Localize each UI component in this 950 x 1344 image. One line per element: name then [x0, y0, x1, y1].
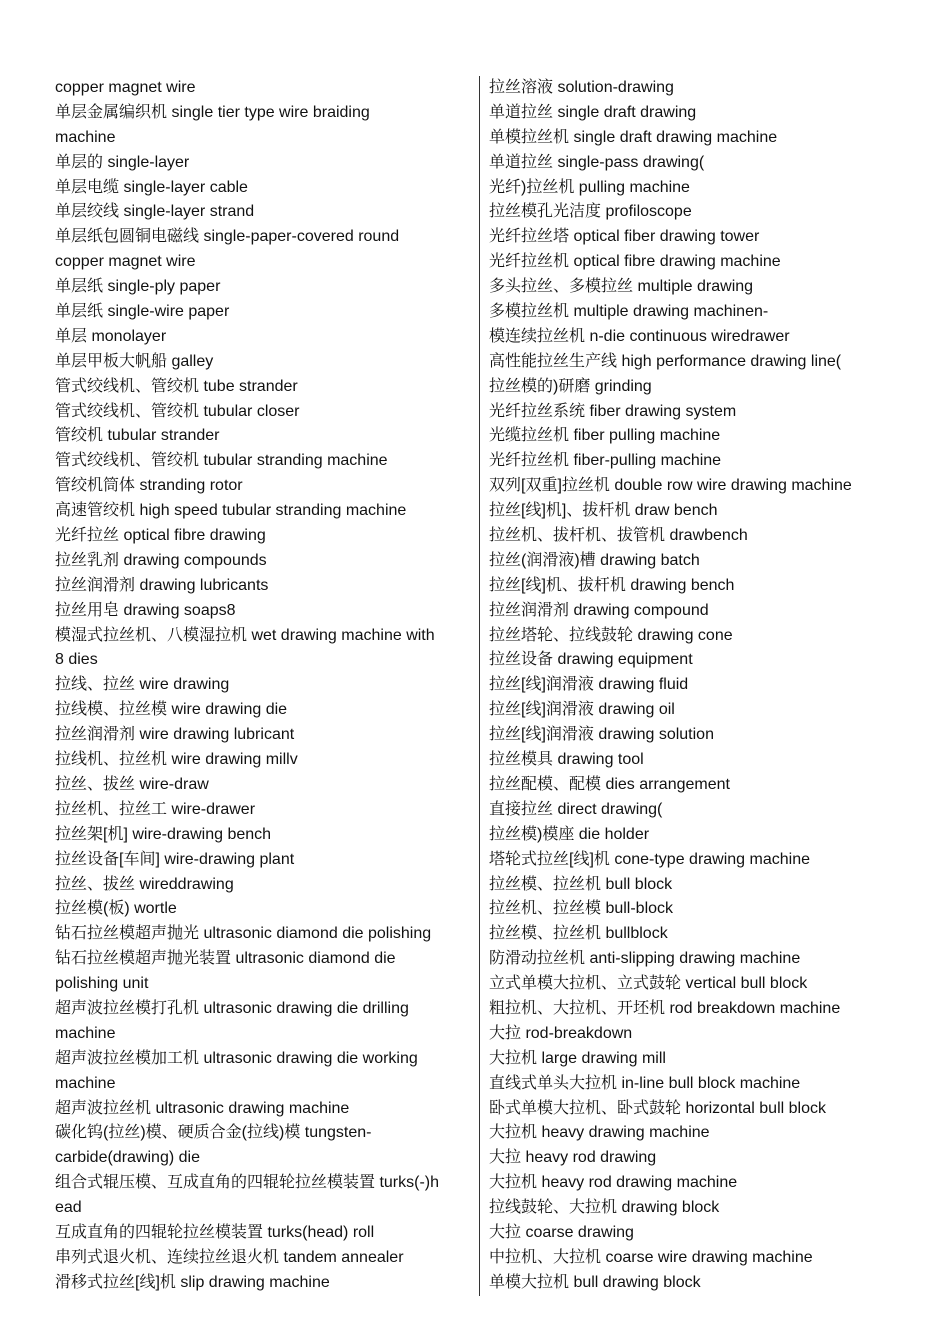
glossary-line: 单模拉丝机 single draft drawing machine [489, 128, 778, 146]
glossary-line: 立式单模大拉机、立式鼓轮 vertical bull block [489, 975, 808, 993]
glossary-line: 8 dies [55, 651, 98, 669]
glossary-line: 单层纸包圆铜电磁线 single-paper-covered round [55, 228, 400, 246]
glossary-line: 超声波拉丝机 ultrasonic drawing machine [55, 1099, 350, 1117]
glossary-line: ead [55, 1199, 82, 1217]
glossary-line: 大拉 coarse drawing [489, 1223, 634, 1241]
glossary-line: 钻石拉丝模超声抛光装置 ultrasonic diamond die [55, 950, 396, 968]
glossary-line: 拉丝模孔光洁度 profiloscope [489, 203, 692, 221]
glossary-line: 高速管绞机 high speed tubular stranding machine [55, 502, 407, 520]
glossary-line: 拉丝润滑剂 drawing lubricants [55, 576, 269, 594]
glossary-line: 拉线机、拉丝机 wire drawing millv [55, 751, 298, 769]
glossary-line: 超声波拉丝模打孔机 ultrasonic drawing die drilling [55, 999, 409, 1017]
glossary-line: 拉丝[线]机]、拔杆机 draw bench [489, 502, 718, 520]
glossary-line: 单层纸 single-ply paper [55, 278, 221, 296]
glossary-line: 单层金属编织机 single tier type wire braiding [55, 103, 370, 121]
glossary-line: 拉丝机、拉丝工 wire-drawer [55, 800, 256, 818]
glossary-line: 管式绞线机、管绞机 tube strander [55, 377, 298, 395]
glossary-line: 大拉机 heavy rod drawing machine [489, 1174, 738, 1192]
glossary-line: 单模大拉机 bull drawing block [489, 1273, 701, 1291]
glossary-line: 单层甲板大帆船 galley [55, 352, 214, 370]
glossary-line: 拉丝润滑剂 drawing compound [489, 601, 709, 619]
glossary-line: 高性能拉丝生产线 high performance drawing line( [489, 352, 842, 370]
glossary-line: 拉线、拉丝 wire drawing [55, 676, 230, 694]
glossary-line: 防滑动拉丝机 anti-slipping drawing machine [489, 950, 801, 968]
glossary-line: 拉丝润滑剂 wire drawing lubricant [55, 726, 295, 744]
glossary-line: 拉丝模、拉丝机 bull block [489, 875, 673, 893]
glossary-line: 拉丝、拔丝 wire-draw [55, 775, 209, 793]
glossary-line: 拉丝[线]机、拔杆机 drawing bench [489, 576, 735, 594]
glossary-line: 拉丝模)模座 die holder [489, 825, 650, 843]
glossary-line: 拉丝、拔丝 wireddrawing [55, 875, 234, 893]
glossary-line: 单层纸 single-wire paper [55, 303, 230, 321]
glossary-line: 钻石拉丝模超声抛光 ultrasonic diamond die polishing [55, 925, 432, 943]
glossary-line: 多模拉丝机 multiple drawing machinen- [489, 303, 769, 321]
glossary-line: machine [55, 1024, 116, 1042]
glossary-line: 拉丝机、拉丝模 bull-block [489, 900, 674, 918]
glossary-line: machine [55, 128, 116, 146]
glossary-line: 单层 monolayer [55, 327, 167, 345]
glossary-line: 超声波拉丝模加工机 ultrasonic drawing die working [55, 1049, 418, 1067]
glossary-line: 管绞机筒体 stranding rotor [55, 477, 243, 495]
right-column [489, 76, 909, 1296]
glossary-line: 拉丝配模、配模 dies arrangement [489, 775, 730, 793]
glossary-line: 多头拉丝、多模拉丝 multiple drawing [489, 278, 754, 296]
glossary-line: 拉丝(润滑液)槽 drawing batch [489, 551, 700, 569]
glossary-line: 拉丝机、拔杆机、拔管机 drawbench [489, 527, 748, 545]
glossary-line: 粗拉机、大拉机、开坯机 rod breakdown machine [489, 999, 841, 1017]
glossary-line: 拉丝架[机] wire-drawing bench [55, 825, 272, 843]
glossary-line: 拉丝[线]润滑液 drawing solution [489, 726, 714, 744]
glossary-line: 互成直角的四辊轮拉丝模装置 turks(head) roll [55, 1223, 375, 1241]
glossary-line: 串列式退火机、连续拉丝退火机 tandem annealer [55, 1248, 404, 1266]
glossary-line: machine [55, 1074, 116, 1092]
glossary-line: 光纤拉丝系统 fiber drawing system [489, 402, 737, 420]
glossary-line: copper magnet wire [55, 253, 196, 271]
glossary-line: 组合式辊压模、互成直角的四辊轮拉丝模装置 turks(-)h [55, 1174, 440, 1192]
glossary-line: 中拉机、大拉机 coarse wire drawing machine [489, 1248, 813, 1266]
glossary-line: 拉丝模(板) wortle [55, 900, 177, 918]
glossary-line: 大拉机 heavy drawing machine [489, 1124, 710, 1142]
glossary-line: carbide(drawing) die [55, 1149, 200, 1167]
glossary-line: 大拉 heavy rod drawing [489, 1149, 657, 1167]
glossary-line: 拉丝[线]润滑液 drawing fluid [489, 676, 689, 694]
glossary-line: 光纤拉丝机 optical fibre drawing machine [489, 253, 781, 271]
glossary-line: 直接拉丝 direct drawing( [489, 800, 663, 818]
glossary-line: 拉线模、拉丝模 wire drawing die [55, 701, 288, 719]
glossary-line: 卧式单模大拉机、卧式鼓轮 horizontal bull block [489, 1099, 826, 1117]
glossary-line: 光纤)拉丝机 pulling machine [489, 178, 690, 196]
glossary-line: 模湿式拉丝机、八模湿拉机 wet drawing machine with [55, 626, 435, 644]
glossary-line: 管式绞线机、管绞机 tubular stranding machine [55, 452, 388, 470]
glossary-line: 拉丝溶液 solution-drawing [489, 79, 674, 96]
glossary-line: 大拉机 large drawing mill [489, 1049, 666, 1067]
glossary-line: 直线式单头大拉机 in-line bull block machine [489, 1074, 801, 1092]
glossary-line: 单层电缆 single-layer cable [55, 178, 248, 196]
glossary-line: 模连续拉丝机 n-die continuous wiredrawer [489, 327, 790, 345]
glossary-line: 光纤拉丝机 fiber-pulling machine [489, 452, 722, 470]
glossary-line: 滑移式拉丝[线]机 slip drawing machine [55, 1273, 330, 1291]
glossary-line: 单层的 single-layer [55, 153, 190, 171]
glossary-line: 拉丝模的)研磨 grinding [489, 377, 652, 395]
glossary-line: 光纤拉丝塔 optical fiber drawing tower [489, 228, 760, 246]
glossary-line: 管绞机 tubular strander [55, 427, 220, 445]
glossary-line: 拉丝设备 drawing equipment [489, 651, 693, 669]
column-divider [479, 76, 480, 1296]
glossary-line: polishing unit [55, 975, 149, 993]
glossary-line: 单层绞线 single-layer strand [55, 203, 255, 221]
glossary-line: 拉丝乳剂 drawing compounds [55, 551, 267, 569]
glossary-line: 拉丝设备[车间] wire-drawing plant [55, 850, 295, 868]
glossary-line: 单道拉丝 single draft drawing [489, 103, 697, 121]
glossary-line: 管式绞线机、管绞机 tubular closer [55, 402, 300, 420]
glossary-line: 光缆拉丝机 fiber pulling machine [489, 427, 721, 445]
glossary-line: 拉丝[线]润滑液 drawing oil [489, 701, 675, 719]
glossary-line: 光纤拉丝 optical fibre drawing [55, 527, 266, 545]
glossary-line: 拉线鼓轮、大拉机 drawing block [489, 1199, 720, 1217]
glossary-line: 拉丝塔轮、拉线鼓轮 drawing cone [489, 626, 733, 644]
glossary-line: 塔轮式拉丝[线]机 cone-type drawing machine [489, 850, 811, 868]
glossary-line: copper magnet wire [55, 79, 196, 96]
glossary-line: 拉丝模、拉丝机 bullblock [489, 925, 668, 943]
left-column [55, 76, 468, 1296]
glossary-line: 双列[双重]拉丝机 double row wire drawing machine [489, 477, 852, 495]
glossary-line: 拉丝用皂 drawing soaps8 [55, 601, 236, 619]
glossary-line: 大拉 rod-breakdown [489, 1024, 633, 1042]
glossary-line: 单道拉丝 single-pass drawing( [489, 153, 705, 171]
glossary-line: 拉丝模具 drawing tool [489, 751, 644, 769]
glossary-line: 碳化钨(拉丝)模、硬质合金(拉线)模 tungsten- [55, 1124, 372, 1142]
